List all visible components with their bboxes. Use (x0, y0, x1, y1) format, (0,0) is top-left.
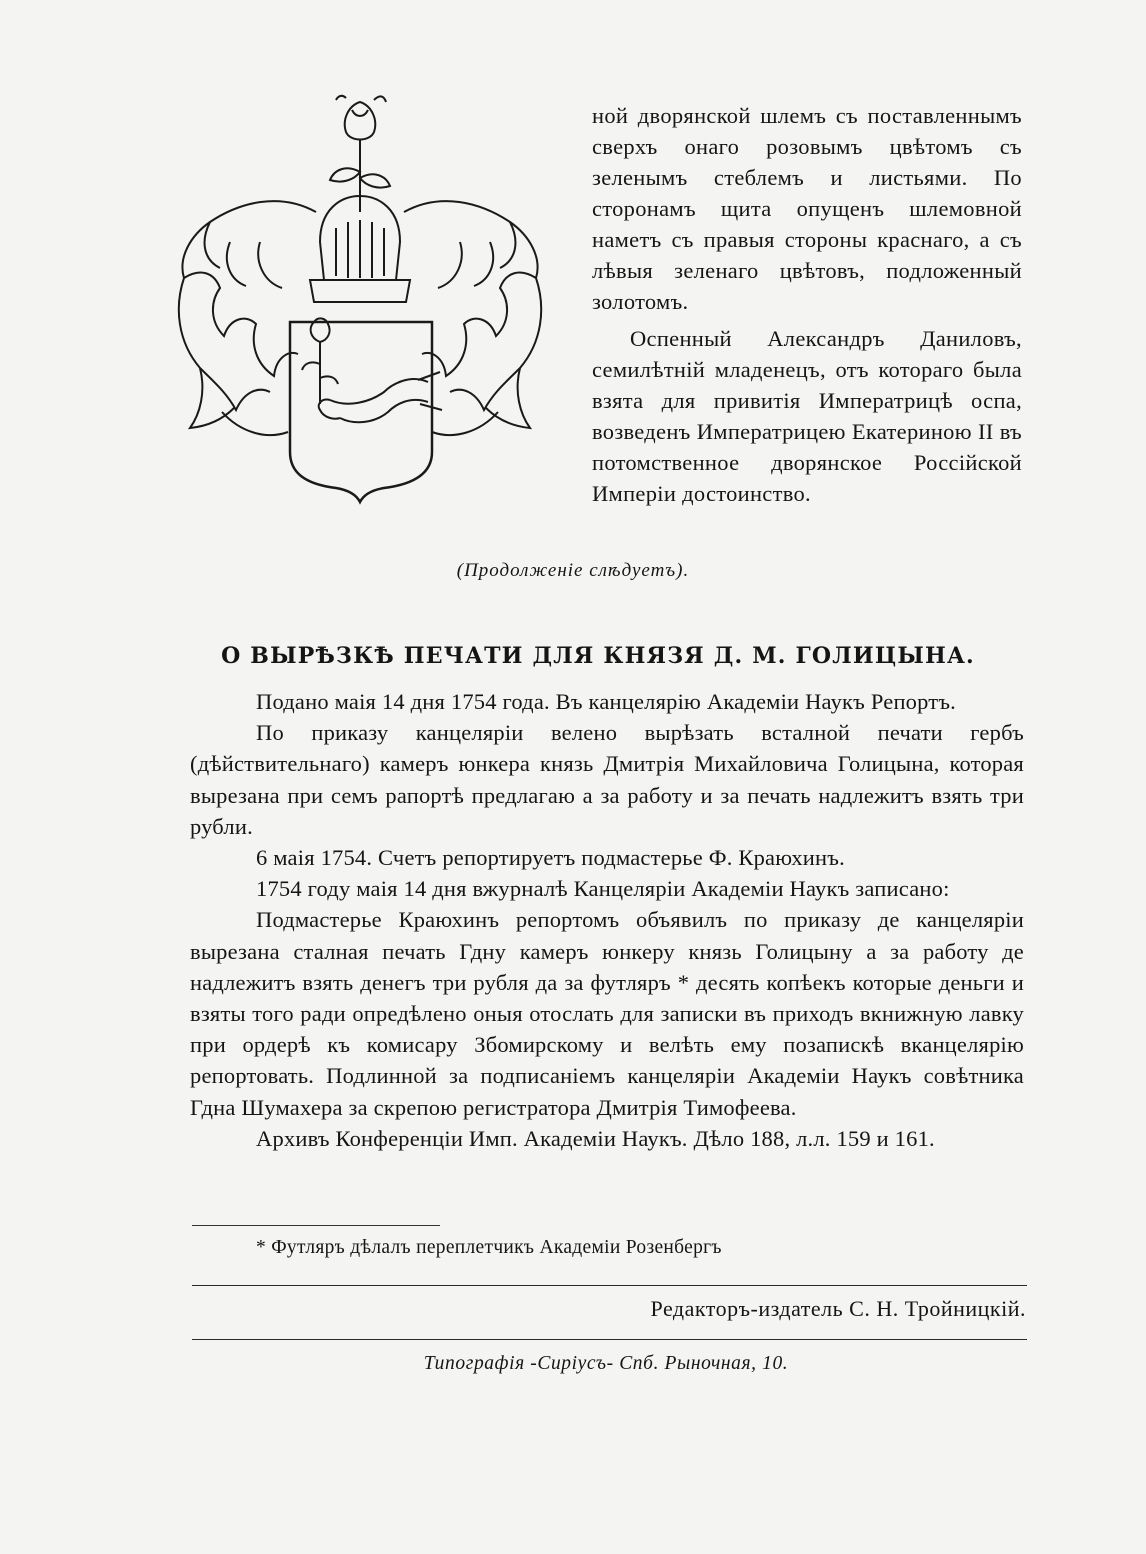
body-paragraph: 6 маія 1754. Счетъ репортируетъ подмастерье Ф. Краюхинъ. (256, 845, 845, 871)
body-paragraph: Подмастерье Краюхинъ репортомъ объявилъ по приказу де канцеляріи вырезана сталная печать Гдну камеръ юнкеру князь Голицыну а за работу де надлежитъ взять денегъ три рубля да за футляръ * десять копѣекъ которые деньги и взяты того ради опредѣлено оныя отослать для записки въ приходъ вкнижную лавку при ордерѣ къ комисару Збомирскому и велѣть ему позапискѣ вканцелярію репортовать. Подлинной за подписаніемъ канцеляріи Академіи Наукъ совѣтника Гдна Шумахера за скрепою регистратора Дмитрія Тимофеева. (190, 907, 1024, 1120)
editor-credit: Редакторъ-издатель С. Н. Тройницкій. (650, 1296, 1026, 1321)
body-paragraph: По приказу канцеляріи велено вырѣзать всталной печати гербъ (дѣйствительнаго) камеръ юнкера князь Дмитрія Михайловича Голицына, которая вырезана при семъ рапортѣ предлагаю а за работу и за печать надлежитъ взять три рубли. (190, 720, 1024, 839)
divider-rule (192, 1285, 1027, 1286)
section-heading: О ВЫРѢЗКѢ ПЕЧАТИ ДЛЯ КНЯЗЯ Д. М. ГОЛИЦЫНА. (221, 643, 975, 669)
paragraph-danilov: Оспенный Александръ Даниловъ, семилѣтній младенецъ, отъ котораго была взята для привитія Императрицѣ оспа, возведенъ Императрицею Екатериною II въ потомственное дворянское Россійской Имперіи достоинство. (592, 326, 1022, 506)
footnote: * Футляръ дѣлалъ переплетчикъ Академіи Розенбергъ (256, 1237, 722, 1258)
right-column-text (592, 100, 1022, 509)
continuation-note: (Продолженіе слѣдуетъ). (456, 560, 690, 581)
divider-rule (192, 1339, 1027, 1340)
body-paragraph: Архивъ Конференціи Имп. Академіи Наукъ. Дѣло 188, л.л. 159 и 161. (256, 1125, 935, 1151)
article-body (190, 686, 1024, 1154)
paragraph-arms-description: ной дворянской шлемъ съ поставленнымъ сверхъ онаго розовымъ цвѣтомъ съ зеленымъ стеблемъ и листьями. По сторонамъ щита опущенъ шлемовной наметъ съ правыя стороны краснаго, а съ лѣвыя зеленаго цвѣтовъ, подложенный золотомъ. (592, 103, 1022, 314)
coat-of-arms-illustration (170, 92, 550, 512)
footnote-divider (192, 1225, 440, 1226)
body-paragraph: 1754 году маія 14 дня вжурналѣ Канцеляріи Академіи Наукъ записано: (256, 876, 950, 902)
body-paragraph: Подано маія 14 дня 1754 года. Въ канцелярію Академіи Наукъ Репортъ. (256, 689, 956, 714)
printer-imprint: Типографія -Сиріусъ- Спб. Рыночная, 10. (423, 1353, 789, 1374)
